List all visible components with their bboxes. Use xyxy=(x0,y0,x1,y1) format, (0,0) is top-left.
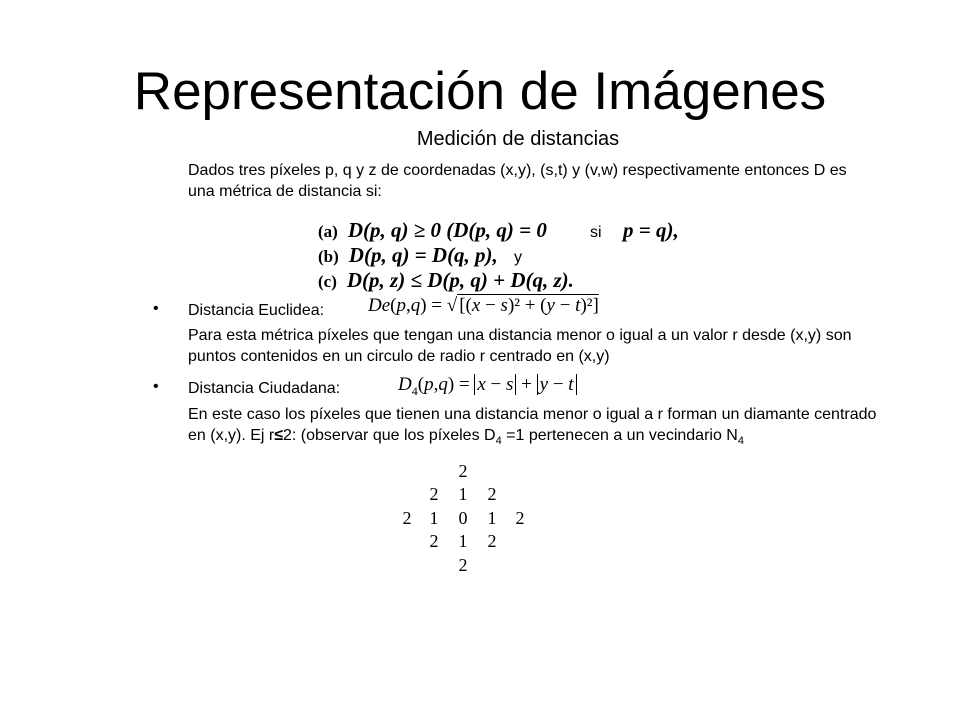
condition-c xyxy=(318,268,574,294)
condition-a-formula: D(p, q) ≥ 0 (D(p, q) = 0 xyxy=(347,218,547,242)
subscript-4: 4 xyxy=(737,435,744,448)
diamond-cell: 1 xyxy=(458,484,468,504)
intro-paragraph: Dados tres píxeles p, q y z de coordenadas (x,y), (s,t) y (v,w) respectivamente entonces D es una métrica de distancia si: xyxy=(188,162,847,200)
condition-c-formula: D(p, z) ≤ D(p, q) + D(q, z). xyxy=(346,268,574,292)
less-equal-icon: ≤ xyxy=(274,427,284,444)
condition-a-si: si xyxy=(590,224,602,241)
condition-a-label: (a) xyxy=(318,222,338,241)
diamond-cell: 2 xyxy=(458,461,468,481)
diamond-cell: 1 xyxy=(458,531,468,551)
condition-b-y: y xyxy=(514,249,522,266)
city-label: Distancia Ciudadana: xyxy=(188,380,341,397)
diamond-cell: 1 xyxy=(487,508,497,528)
condition-a xyxy=(318,218,547,244)
city-text-3: =1 pertenecen a un vecindario N xyxy=(501,427,738,444)
condition-b-formula: D(p, q) = D(q, p), xyxy=(348,243,498,267)
diamond-cell: 0 xyxy=(458,508,468,528)
city-formula: $D_4(p,q) = x - s + y - t$ xyxy=(398,374,577,399)
bullet-icon: • xyxy=(153,378,159,395)
diamond-cell: 2 xyxy=(515,508,525,528)
diamond-cell: 2 xyxy=(487,484,497,504)
condition-b-label: (b) xyxy=(318,247,339,266)
city-paragraph xyxy=(188,404,888,452)
euclid-label: Distancia Euclidea: xyxy=(188,302,325,319)
diamond-cell: 2 xyxy=(458,555,468,575)
subscript-4: 4 xyxy=(495,435,502,448)
page-title: Representación de Imágenes xyxy=(133,62,827,121)
condition-c-label: (c) xyxy=(318,272,337,291)
diamond-cell: 2 xyxy=(487,531,497,551)
city-text-1: En este caso los píxeles que tienen una distancia menor o igual a r forman un diamante centrado en (x,y). Ej r xyxy=(188,406,877,444)
euclid-paragraph: Para esta métrica píxeles que tengan una distancia menor o igual a un valor r desde (x,y) son puntos contenidos en un circulo de radio r centrado en (x,y) xyxy=(188,327,852,365)
city-text-2: 2: (observar que los píxeles D xyxy=(283,427,496,444)
diamond-cell: 2 xyxy=(429,531,439,551)
condition-a-tail xyxy=(623,218,679,243)
euclid-formula: De(p,q) = √ [(x − s)² + (y − t)²] xyxy=(368,295,599,316)
condition-b xyxy=(318,243,498,269)
bullet-icon: • xyxy=(153,300,159,317)
condition-a-tail-text: p = q), xyxy=(623,218,679,242)
diamond-cell: 2 xyxy=(402,508,412,528)
diamond-cell: 2 xyxy=(429,484,439,504)
page-subtitle: Medición de distancias xyxy=(416,128,620,150)
diamond-cell: 1 xyxy=(429,508,439,528)
